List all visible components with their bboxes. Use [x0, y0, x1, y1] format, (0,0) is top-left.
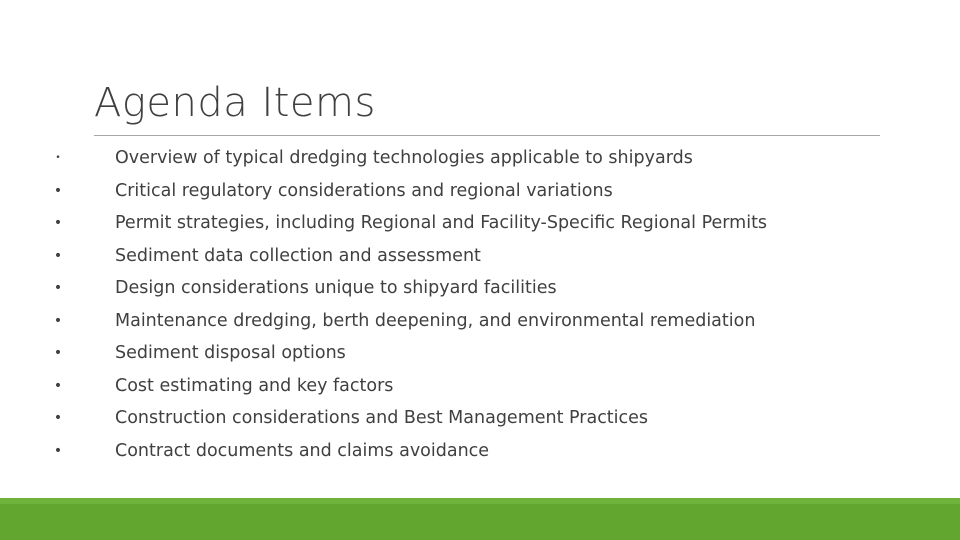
bullet-icon: •	[53, 410, 63, 426]
list-item	[0, 308, 960, 341]
list-item-text: Permit strategies, including Regional and Facility-Specific Regional Permits	[115, 213, 768, 233]
footer-accent-line	[0, 498, 960, 504]
list-item	[0, 178, 960, 211]
list-item-text: Sediment disposal options	[115, 343, 346, 363]
list-item-text: Overview of typical dredging technologies applicable to shipyards	[115, 148, 693, 168]
list-item-text: Cost estimating and key factors	[115, 375, 394, 396]
list-item	[0, 210, 960, 243]
list-item-text: Sediment data collection and assessment	[115, 245, 481, 266]
list-item	[0, 438, 960, 471]
bullet-icon: •	[53, 442, 63, 459]
bullet-icon: •	[53, 247, 63, 264]
list-item	[0, 243, 960, 276]
slide-title: Agenda Items	[94, 80, 376, 126]
bullet-icon: •	[53, 182, 63, 199]
title-divider	[94, 135, 880, 136]
list-item	[0, 340, 960, 373]
agenda-list	[0, 145, 960, 470]
list-item	[0, 145, 960, 178]
bullet-icon: •	[55, 153, 61, 163]
list-item	[0, 275, 960, 308]
list-item	[0, 405, 960, 438]
list-item	[0, 373, 960, 406]
footer-bar	[0, 498, 960, 540]
bullet-icon: •	[53, 312, 63, 329]
bullet-icon: •	[53, 215, 63, 231]
list-item-text: Design considerations unique to shipyard facilities	[115, 278, 557, 298]
bullet-icon: •	[53, 377, 63, 394]
list-item-text: Construction considerations and Best Management Practices	[115, 408, 649, 428]
list-item-text: Contract documents and claims avoidance	[115, 440, 490, 461]
bullet-icon: •	[53, 280, 63, 296]
list-item-text: Maintenance dredging, berth deepening, and environmental remediation	[115, 310, 756, 331]
bullet-icon: •	[53, 345, 63, 361]
list-item-text: Critical regulatory considerations and regional variations	[115, 180, 613, 201]
